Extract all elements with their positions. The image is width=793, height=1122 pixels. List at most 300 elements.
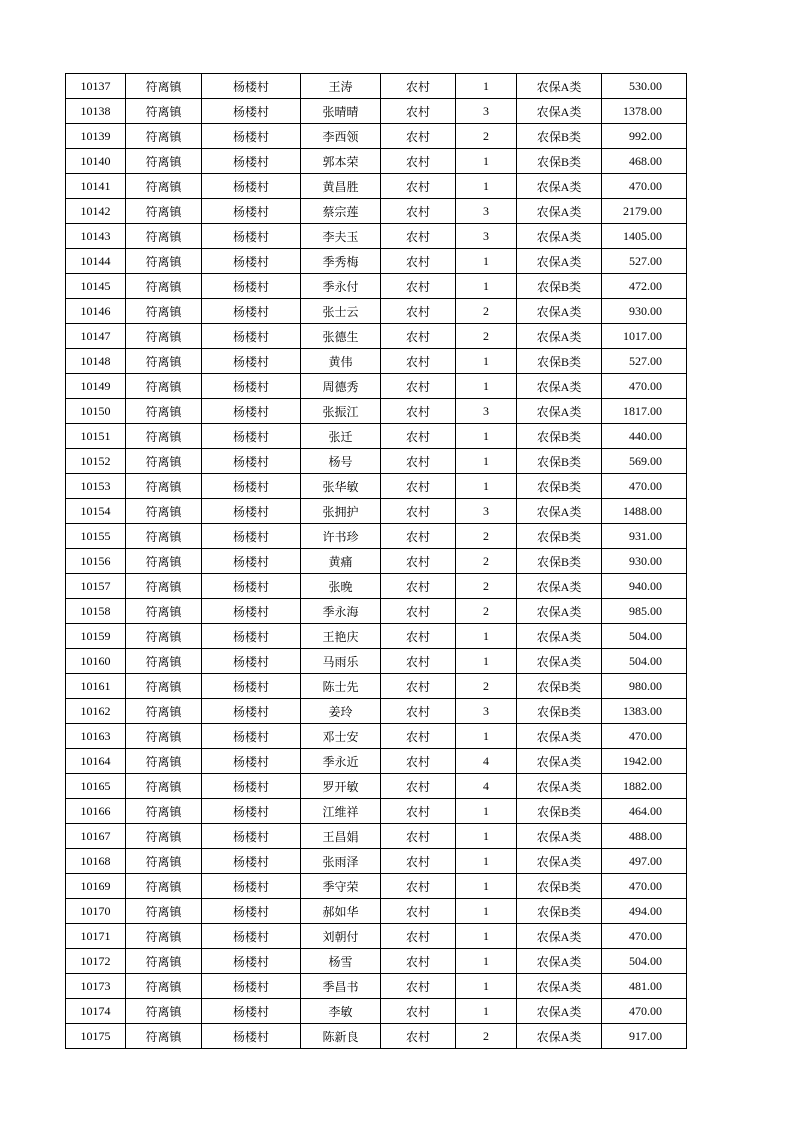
cell-town: 符离镇	[126, 249, 202, 274]
cell-town: 符离镇	[126, 174, 202, 199]
cell-amount: 494.00	[602, 899, 687, 924]
cell-category: 农村	[381, 249, 456, 274]
table-row	[66, 849, 687, 874]
cell-id: 10160	[66, 649, 126, 674]
cell-name: 张华敏	[301, 474, 381, 499]
cell-amount: 1383.00	[602, 699, 687, 724]
cell-town: 符离镇	[126, 324, 202, 349]
cell-amount: 497.00	[602, 849, 687, 874]
cell-town: 符离镇	[126, 674, 202, 699]
cell-village: 杨楼村	[202, 399, 301, 424]
cell-id: 10159	[66, 624, 126, 649]
cell-town: 符离镇	[126, 849, 202, 874]
cell-town: 符离镇	[126, 799, 202, 824]
cell-id: 10148	[66, 349, 126, 374]
cell-name: 王昌娟	[301, 824, 381, 849]
cell-id: 10139	[66, 124, 126, 149]
cell-village: 杨楼村	[202, 124, 301, 149]
cell-amount: 917.00	[602, 1024, 687, 1049]
table-row	[66, 774, 687, 799]
cell-id: 10143	[66, 224, 126, 249]
cell-category: 农村	[381, 999, 456, 1024]
cell-id: 10154	[66, 499, 126, 524]
cell-id: 10161	[66, 674, 126, 699]
cell-id: 10171	[66, 924, 126, 949]
cell-village: 杨楼村	[202, 874, 301, 899]
cell-category: 农村	[381, 199, 456, 224]
cell-village: 杨楼村	[202, 949, 301, 974]
cell-persons: 3	[456, 699, 517, 724]
cell-village: 杨楼村	[202, 224, 301, 249]
cell-town: 符离镇	[126, 1024, 202, 1049]
cell-insurance_type: 农保A类	[517, 599, 602, 624]
cell-village: 杨楼村	[202, 324, 301, 349]
cell-town: 符离镇	[126, 499, 202, 524]
cell-id: 10157	[66, 574, 126, 599]
cell-persons: 1	[456, 174, 517, 199]
cell-name: 黄伟	[301, 349, 381, 374]
cell-persons: 1	[456, 449, 517, 474]
cell-insurance_type: 农保B类	[517, 349, 602, 374]
table-row	[66, 749, 687, 774]
table-row	[66, 999, 687, 1024]
table-row	[66, 374, 687, 399]
cell-category: 农村	[381, 899, 456, 924]
cell-category: 农村	[381, 749, 456, 774]
table-row	[66, 499, 687, 524]
cell-category: 农村	[381, 824, 456, 849]
cell-name: 李敏	[301, 999, 381, 1024]
cell-insurance_type: 农保A类	[517, 224, 602, 249]
cell-amount: 1405.00	[602, 224, 687, 249]
cell-village: 杨楼村	[202, 674, 301, 699]
cell-town: 符离镇	[126, 399, 202, 424]
cell-town: 符离镇	[126, 149, 202, 174]
cell-name: 季昌书	[301, 974, 381, 999]
cell-amount: 527.00	[602, 249, 687, 274]
cell-name: 刘朝付	[301, 924, 381, 949]
cell-category: 农村	[381, 949, 456, 974]
cell-village: 杨楼村	[202, 299, 301, 324]
cell-town: 符离镇	[126, 974, 202, 999]
cell-amount: 470.00	[602, 174, 687, 199]
cell-town: 符离镇	[126, 699, 202, 724]
cell-village: 杨楼村	[202, 99, 301, 124]
cell-category: 农村	[381, 324, 456, 349]
cell-name: 季秀梅	[301, 249, 381, 274]
cell-id: 10173	[66, 974, 126, 999]
cell-village: 杨楼村	[202, 149, 301, 174]
cell-village: 杨楼村	[202, 474, 301, 499]
cell-persons: 1	[456, 874, 517, 899]
cell-category: 农村	[381, 224, 456, 249]
cell-persons: 3	[456, 499, 517, 524]
cell-insurance_type: 农保B类	[517, 549, 602, 574]
cell-village: 杨楼村	[202, 349, 301, 374]
cell-category: 农村	[381, 399, 456, 424]
cell-town: 符离镇	[126, 424, 202, 449]
cell-village: 杨楼村	[202, 849, 301, 874]
cell-village: 杨楼村	[202, 424, 301, 449]
cell-amount: 470.00	[602, 874, 687, 899]
cell-name: 王艳庆	[301, 624, 381, 649]
table-row	[66, 674, 687, 699]
cell-category: 农村	[381, 849, 456, 874]
cell-village: 杨楼村	[202, 1024, 301, 1049]
table-row	[66, 524, 687, 549]
cell-name: 邓士安	[301, 724, 381, 749]
cell-insurance_type: 农保B类	[517, 899, 602, 924]
cell-insurance_type: 农保A类	[517, 724, 602, 749]
cell-name: 张晚	[301, 574, 381, 599]
cell-id: 10138	[66, 99, 126, 124]
cell-insurance_type: 农保B类	[517, 149, 602, 174]
cell-id: 10156	[66, 549, 126, 574]
table-row	[66, 249, 687, 274]
cell-amount: 530.00	[602, 74, 687, 99]
cell-amount: 472.00	[602, 274, 687, 299]
cell-insurance_type: 农保A类	[517, 74, 602, 99]
cell-persons: 1	[456, 424, 517, 449]
cell-name: 张迁	[301, 424, 381, 449]
cell-persons: 2	[456, 524, 517, 549]
cell-category: 农村	[381, 74, 456, 99]
cell-id: 10174	[66, 999, 126, 1024]
cell-category: 农村	[381, 149, 456, 174]
cell-persons: 1	[456, 249, 517, 274]
cell-village: 杨楼村	[202, 824, 301, 849]
cell-amount: 527.00	[602, 349, 687, 374]
cell-insurance_type: 农保B类	[517, 874, 602, 899]
cell-name: 张拥护	[301, 499, 381, 524]
table-row	[66, 474, 687, 499]
cell-category: 农村	[381, 774, 456, 799]
cell-village: 杨楼村	[202, 449, 301, 474]
cell-town: 符离镇	[126, 899, 202, 924]
cell-name: 季永海	[301, 599, 381, 624]
table-row	[66, 1024, 687, 1049]
cell-category: 农村	[381, 874, 456, 899]
cell-persons: 3	[456, 199, 517, 224]
cell-insurance_type: 农保A类	[517, 324, 602, 349]
cell-id: 10170	[66, 899, 126, 924]
cell-village: 杨楼村	[202, 699, 301, 724]
cell-amount: 1017.00	[602, 324, 687, 349]
cell-persons: 4	[456, 749, 517, 774]
cell-category: 农村	[381, 924, 456, 949]
table-row	[66, 74, 687, 99]
cell-id: 10142	[66, 199, 126, 224]
cell-category: 农村	[381, 649, 456, 674]
cell-village: 杨楼村	[202, 999, 301, 1024]
cell-village: 杨楼村	[202, 549, 301, 574]
cell-town: 符离镇	[126, 549, 202, 574]
cell-id: 10165	[66, 774, 126, 799]
cell-amount: 470.00	[602, 374, 687, 399]
cell-name: 周德秀	[301, 374, 381, 399]
cell-persons: 1	[456, 149, 517, 174]
table-row	[66, 899, 687, 924]
cell-id: 10141	[66, 174, 126, 199]
cell-name: 张德生	[301, 324, 381, 349]
cell-persons: 2	[456, 574, 517, 599]
cell-amount: 504.00	[602, 949, 687, 974]
cell-persons: 2	[456, 299, 517, 324]
cell-amount: 504.00	[602, 624, 687, 649]
cell-amount: 940.00	[602, 574, 687, 599]
table-row	[66, 699, 687, 724]
cell-village: 杨楼村	[202, 249, 301, 274]
cell-category: 农村	[381, 499, 456, 524]
cell-id: 10169	[66, 874, 126, 899]
table-row	[66, 424, 687, 449]
cell-name: 王涛	[301, 74, 381, 99]
cell-town: 符离镇	[126, 349, 202, 374]
cell-amount: 1882.00	[602, 774, 687, 799]
cell-id: 10172	[66, 949, 126, 974]
cell-persons: 1	[456, 849, 517, 874]
cell-name: 杨号	[301, 449, 381, 474]
cell-persons: 2	[456, 1024, 517, 1049]
cell-town: 符离镇	[126, 824, 202, 849]
cell-town: 符离镇	[126, 374, 202, 399]
cell-name: 张雨泽	[301, 849, 381, 874]
cell-name: 郭本荣	[301, 149, 381, 174]
cell-persons: 1	[456, 724, 517, 749]
cell-insurance_type: 农保A类	[517, 924, 602, 949]
cell-insurance_type: 农保B类	[517, 699, 602, 724]
cell-village: 杨楼村	[202, 599, 301, 624]
cell-persons: 1	[456, 74, 517, 99]
cell-town: 符离镇	[126, 474, 202, 499]
cell-insurance_type: 农保A类	[517, 299, 602, 324]
cell-town: 符离镇	[126, 74, 202, 99]
cell-persons: 3	[456, 399, 517, 424]
cell-amount: 481.00	[602, 974, 687, 999]
cell-category: 农村	[381, 574, 456, 599]
cell-insurance_type: 农保B类	[517, 124, 602, 149]
cell-id: 10146	[66, 299, 126, 324]
cell-town: 符离镇	[126, 524, 202, 549]
cell-persons: 1	[456, 349, 517, 374]
cell-village: 杨楼村	[202, 924, 301, 949]
cell-amount: 468.00	[602, 149, 687, 174]
cell-village: 杨楼村	[202, 174, 301, 199]
cell-town: 符离镇	[126, 299, 202, 324]
cell-amount: 464.00	[602, 799, 687, 824]
cell-amount: 1488.00	[602, 499, 687, 524]
cell-town: 符离镇	[126, 224, 202, 249]
cell-category: 农村	[381, 449, 456, 474]
table-row	[66, 174, 687, 199]
table-row	[66, 649, 687, 674]
cell-name: 张士云	[301, 299, 381, 324]
cell-town: 符离镇	[126, 999, 202, 1024]
cell-amount: 930.00	[602, 549, 687, 574]
cell-village: 杨楼村	[202, 524, 301, 549]
cell-insurance_type: 农保A类	[517, 999, 602, 1024]
cell-village: 杨楼村	[202, 624, 301, 649]
cell-insurance_type: 农保B类	[517, 524, 602, 549]
cell-insurance_type: 农保B类	[517, 799, 602, 824]
cell-town: 符离镇	[126, 599, 202, 624]
cell-category: 农村	[381, 474, 456, 499]
cell-id: 10137	[66, 74, 126, 99]
cell-insurance_type: 农保A类	[517, 649, 602, 674]
cell-name: 陈新良	[301, 1024, 381, 1049]
cell-persons: 2	[456, 124, 517, 149]
cell-name: 马雨乐	[301, 649, 381, 674]
cell-insurance_type: 农保B类	[517, 674, 602, 699]
table-row	[66, 299, 687, 324]
table-row	[66, 324, 687, 349]
cell-amount: 931.00	[602, 524, 687, 549]
cell-persons: 1	[456, 974, 517, 999]
cell-name: 姜玲	[301, 699, 381, 724]
cell-persons: 1	[456, 999, 517, 1024]
cell-insurance_type: 农保B类	[517, 274, 602, 299]
cell-id: 10175	[66, 1024, 126, 1049]
cell-amount: 985.00	[602, 599, 687, 624]
cell-category: 农村	[381, 274, 456, 299]
cell-id: 10168	[66, 849, 126, 874]
cell-id: 10140	[66, 149, 126, 174]
table-row	[66, 99, 687, 124]
cell-town: 符离镇	[126, 774, 202, 799]
cell-name: 蔡宗莲	[301, 199, 381, 224]
cell-persons: 1	[456, 799, 517, 824]
cell-name: 杨雪	[301, 949, 381, 974]
cell-persons: 3	[456, 99, 517, 124]
cell-amount: 569.00	[602, 449, 687, 474]
cell-category: 农村	[381, 424, 456, 449]
cell-id: 10144	[66, 249, 126, 274]
cell-name: 黄昌胜	[301, 174, 381, 199]
cell-insurance_type: 农保A类	[517, 824, 602, 849]
cell-village: 杨楼村	[202, 974, 301, 999]
cell-id: 10164	[66, 749, 126, 774]
cell-amount: 930.00	[602, 299, 687, 324]
cell-persons: 1	[456, 924, 517, 949]
table-row	[66, 574, 687, 599]
cell-town: 符离镇	[126, 924, 202, 949]
cell-insurance_type: 农保A类	[517, 974, 602, 999]
cell-insurance_type: 农保A类	[517, 624, 602, 649]
cell-category: 农村	[381, 549, 456, 574]
cell-village: 杨楼村	[202, 74, 301, 99]
cell-id: 10147	[66, 324, 126, 349]
table-row	[66, 399, 687, 424]
cell-id: 10150	[66, 399, 126, 424]
cell-village: 杨楼村	[202, 749, 301, 774]
cell-category: 农村	[381, 799, 456, 824]
cell-persons: 2	[456, 549, 517, 574]
cell-town: 符离镇	[126, 949, 202, 974]
table-row	[66, 549, 687, 574]
cell-insurance_type: 农保B类	[517, 449, 602, 474]
cell-persons: 2	[456, 599, 517, 624]
cell-name: 张晴晴	[301, 99, 381, 124]
table-row	[66, 449, 687, 474]
cell-name: 许书珍	[301, 524, 381, 549]
cell-village: 杨楼村	[202, 799, 301, 824]
cell-id: 10145	[66, 274, 126, 299]
cell-id: 10158	[66, 599, 126, 624]
cell-insurance_type: 农保A类	[517, 949, 602, 974]
cell-insurance_type: 农保A类	[517, 749, 602, 774]
cell-town: 符离镇	[126, 274, 202, 299]
cell-insurance_type: 农保A类	[517, 374, 602, 399]
cell-town: 符离镇	[126, 99, 202, 124]
cell-village: 杨楼村	[202, 899, 301, 924]
cell-amount: 1817.00	[602, 399, 687, 424]
cell-village: 杨楼村	[202, 724, 301, 749]
cell-name: 黄痛	[301, 549, 381, 574]
cell-persons: 3	[456, 224, 517, 249]
cell-village: 杨楼村	[202, 649, 301, 674]
cell-town: 符离镇	[126, 874, 202, 899]
cell-village: 杨楼村	[202, 499, 301, 524]
cell-amount: 504.00	[602, 649, 687, 674]
table-row	[66, 924, 687, 949]
cell-insurance_type: 农保A类	[517, 1024, 602, 1049]
cell-category: 农村	[381, 299, 456, 324]
cell-amount: 992.00	[602, 124, 687, 149]
cell-id: 10151	[66, 424, 126, 449]
cell-town: 符离镇	[126, 724, 202, 749]
cell-category: 农村	[381, 174, 456, 199]
cell-town: 符离镇	[126, 199, 202, 224]
cell-name: 张振江	[301, 399, 381, 424]
cell-category: 农村	[381, 1024, 456, 1049]
cell-insurance_type: 农保A类	[517, 399, 602, 424]
cell-name: 季永付	[301, 274, 381, 299]
beneficiary-table	[65, 73, 687, 1049]
cell-id: 10155	[66, 524, 126, 549]
cell-village: 杨楼村	[202, 774, 301, 799]
cell-persons: 1	[456, 374, 517, 399]
cell-village: 杨楼村	[202, 199, 301, 224]
table-row	[66, 199, 687, 224]
cell-persons: 1	[456, 274, 517, 299]
cell-id: 10166	[66, 799, 126, 824]
cell-insurance_type: 农保A类	[517, 199, 602, 224]
cell-town: 符离镇	[126, 124, 202, 149]
table-row	[66, 874, 687, 899]
table-row	[66, 349, 687, 374]
cell-amount: 1378.00	[602, 99, 687, 124]
cell-amount: 1942.00	[602, 749, 687, 774]
cell-town: 符离镇	[126, 649, 202, 674]
cell-village: 杨楼村	[202, 574, 301, 599]
cell-persons: 1	[456, 474, 517, 499]
cell-id: 10152	[66, 449, 126, 474]
cell-insurance_type: 农保A类	[517, 174, 602, 199]
cell-persons: 2	[456, 324, 517, 349]
cell-category: 农村	[381, 349, 456, 374]
cell-category: 农村	[381, 974, 456, 999]
table-row	[66, 949, 687, 974]
cell-insurance_type: 农保A类	[517, 99, 602, 124]
cell-name: 李西领	[301, 124, 381, 149]
table-row	[66, 974, 687, 999]
cell-amount: 2179.00	[602, 199, 687, 224]
cell-amount: 440.00	[602, 424, 687, 449]
cell-insurance_type: 农保A类	[517, 774, 602, 799]
cell-town: 符离镇	[126, 574, 202, 599]
table-row	[66, 799, 687, 824]
cell-id: 10149	[66, 374, 126, 399]
